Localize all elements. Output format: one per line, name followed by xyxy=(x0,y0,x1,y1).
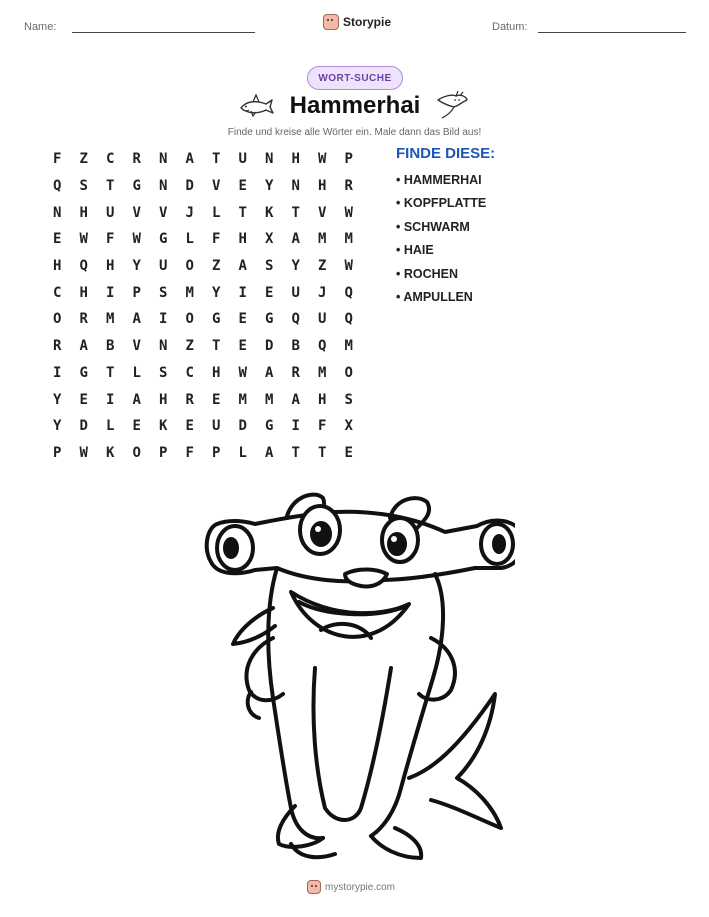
grid-letter[interactable]: I xyxy=(106,391,115,408)
grid-letter[interactable]: D xyxy=(238,418,247,435)
grid-letter[interactable]: U xyxy=(238,151,247,168)
grid-letter[interactable]: Y xyxy=(212,284,221,301)
grid-letter[interactable]: M xyxy=(106,311,115,328)
grid-letter[interactable]: V xyxy=(132,338,141,355)
grid-letter[interactable]: X xyxy=(265,231,274,248)
grid-letter[interactable]: I xyxy=(159,311,168,328)
instructions: Finde und kreise alle Wörter ein. Male dann das Bild aus! xyxy=(227,127,482,138)
grid-letter[interactable]: U xyxy=(318,311,327,328)
grid-letter[interactable]: M xyxy=(185,284,194,301)
grid-letter[interactable]: R xyxy=(185,391,194,408)
grid-letter[interactable]: N xyxy=(159,338,168,355)
grid-letter[interactable]: Z xyxy=(212,258,221,275)
hammerhead-shark-illustration xyxy=(195,488,515,878)
word-item: • ROCHEN xyxy=(396,266,459,281)
grid-letter[interactable]: Z xyxy=(79,151,88,168)
grid-letter[interactable]: H xyxy=(79,284,88,301)
grid-letter[interactable]: H xyxy=(318,391,327,408)
grid-letter[interactable]: Y xyxy=(291,258,300,275)
grid-letter[interactable]: Z xyxy=(185,338,194,355)
grid-letter[interactable]: A xyxy=(265,444,274,461)
letter-grid[interactable] xyxy=(50,146,366,466)
grid-letter[interactable]: A xyxy=(132,391,141,408)
shark-icon xyxy=(238,92,274,120)
grid-letter[interactable]: A xyxy=(79,338,88,355)
grid-letter[interactable]: O xyxy=(185,311,194,328)
grid-letter[interactable]: R xyxy=(291,364,300,381)
grid-letter[interactable]: O xyxy=(53,311,62,328)
grid-letter[interactable]: T xyxy=(106,364,115,381)
word-item: • KOPFPLATTE xyxy=(396,196,487,211)
grid-letter[interactable]: R xyxy=(79,311,88,328)
grid-letter[interactable]: E xyxy=(132,418,141,435)
grid-letter[interactable]: L xyxy=(106,418,115,435)
grid-letter[interactable]: E xyxy=(344,444,353,461)
grid-letter[interactable]: T xyxy=(106,178,115,195)
grid-letter[interactable]: Q xyxy=(344,311,353,328)
grid-letter[interactable]: U xyxy=(212,418,221,435)
grid-letter[interactable]: N xyxy=(159,151,168,168)
footer-url[interactable]: mystorypie.com xyxy=(325,881,396,893)
grid-letter[interactable]: E xyxy=(238,338,247,355)
grid-letter[interactable]: D xyxy=(265,338,274,355)
footer xyxy=(307,880,395,894)
grid-letter[interactable]: S xyxy=(79,178,88,195)
grid-letter[interactable]: U xyxy=(291,284,300,301)
grid-letter[interactable]: G xyxy=(212,311,221,328)
grid-letter[interactable]: T xyxy=(291,204,300,221)
grid-letter[interactable]: X xyxy=(344,418,353,435)
grid-letter[interactable]: E xyxy=(238,311,247,328)
grid-letter[interactable]: V xyxy=(212,178,221,195)
grid-letter[interactable]: B xyxy=(106,338,115,355)
grid-letter[interactable]: G xyxy=(265,311,274,328)
grid-letter[interactable]: M xyxy=(265,391,274,408)
grid-letter[interactable]: Q xyxy=(344,284,353,301)
grid-letter[interactable]: L xyxy=(132,364,141,381)
grid-letter[interactable]: V xyxy=(318,204,327,221)
grid-letter[interactable]: E xyxy=(79,391,88,408)
grid-letter[interactable]: F xyxy=(185,444,194,461)
grid-letter[interactable]: I xyxy=(106,284,115,301)
grid-letter[interactable]: P xyxy=(132,284,141,301)
grid-letter[interactable]: W xyxy=(318,151,327,168)
grid-letter[interactable]: N xyxy=(53,204,62,221)
grid-letter[interactable]: Z xyxy=(318,258,327,275)
grid-letter[interactable]: H xyxy=(159,391,168,408)
grid-letter[interactable]: V xyxy=(159,204,168,221)
grid-letter[interactable]: C xyxy=(53,284,62,301)
grid-letter[interactable]: J xyxy=(318,284,327,301)
grid-letter[interactable]: Y xyxy=(53,418,62,435)
grid-letter[interactable]: P xyxy=(159,444,168,461)
grid-letter[interactable]: T xyxy=(318,444,327,461)
grid-letter[interactable]: E xyxy=(185,418,194,435)
grid-letter[interactable]: A xyxy=(291,231,300,248)
grid-letter[interactable]: G xyxy=(79,364,88,381)
grid-letter[interactable]: S xyxy=(159,364,168,381)
grid-letter[interactable]: F xyxy=(106,231,115,248)
grid-letter[interactable]: R xyxy=(53,338,62,355)
grid-letter[interactable]: H xyxy=(79,204,88,221)
grid-letter[interactable]: T xyxy=(212,338,221,355)
grid-letter[interactable]: P xyxy=(53,444,62,461)
grid-letter[interactable]: H xyxy=(53,258,62,275)
grid-letter[interactable]: O xyxy=(185,258,194,275)
grid-letter[interactable]: W xyxy=(79,231,88,248)
grid-letter[interactable]: W xyxy=(344,204,353,221)
grid-letter[interactable]: F xyxy=(53,151,62,168)
grid-letter[interactable]: E xyxy=(212,391,221,408)
grid-letter[interactable]: Y xyxy=(53,391,62,408)
grid-letter[interactable]: B xyxy=(291,338,300,355)
grid-letter[interactable]: N xyxy=(291,178,300,195)
grid-letter[interactable]: L xyxy=(185,231,194,248)
grid-letter[interactable]: G xyxy=(159,231,168,248)
grid-letter[interactable]: U xyxy=(106,204,115,221)
brand xyxy=(323,14,391,30)
grid-letter[interactable]: M xyxy=(238,391,247,408)
grid-letter[interactable]: Q xyxy=(79,258,88,275)
grid-letter[interactable]: S xyxy=(344,391,353,408)
word-item: • AMPULLEN xyxy=(396,289,473,304)
grid-letter[interactable]: I xyxy=(238,284,247,301)
grid-letter[interactable]: A xyxy=(185,151,194,168)
grid-letter[interactable]: I xyxy=(53,364,62,381)
grid-letter[interactable]: S xyxy=(159,284,168,301)
grid-letter[interactable]: I xyxy=(291,418,300,435)
grid-letter[interactable]: A xyxy=(265,364,274,381)
grid-letter[interactable]: S xyxy=(265,258,274,275)
grid-letter[interactable]: M xyxy=(318,231,327,248)
grid-letter[interactable]: O xyxy=(132,444,141,461)
grid-letter[interactable]: C xyxy=(106,151,115,168)
grid-letter[interactable]: O xyxy=(344,364,353,381)
grid-letter[interactable]: H xyxy=(318,178,327,195)
grid-letter[interactable]: N xyxy=(265,151,274,168)
grid-letter[interactable]: A xyxy=(291,391,300,408)
grid-letter[interactable]: G xyxy=(265,418,274,435)
grid-letter[interactable]: L xyxy=(238,444,247,461)
grid-letter[interactable]: F xyxy=(318,418,327,435)
grid-letter[interactable]: E xyxy=(238,178,247,195)
grid-letter[interactable]: C xyxy=(185,364,194,381)
grid-letter[interactable]: V xyxy=(132,204,141,221)
page-title: Hammerhai xyxy=(289,92,421,119)
grid-letter[interactable]: W xyxy=(238,364,247,381)
storypie-logo-icon xyxy=(323,14,339,30)
grid-letter[interactable]: T xyxy=(238,204,247,221)
grid-letter[interactable]: Y xyxy=(265,178,274,195)
grid-letter[interactable]: Q xyxy=(291,311,300,328)
word-item: • HAIE xyxy=(396,243,434,258)
grid-letter[interactable]: M xyxy=(344,231,353,248)
grid-letter[interactable]: U xyxy=(159,258,168,275)
date-field[interactable] xyxy=(538,32,686,33)
grid-letter[interactable]: P xyxy=(344,151,353,168)
grid-letter[interactable]: A xyxy=(132,311,141,328)
grid-letter[interactable]: F xyxy=(212,231,221,248)
grid-letter[interactable]: M xyxy=(318,364,327,381)
grid-letter[interactable]: Q xyxy=(53,178,62,195)
date-label: Datum: xyxy=(492,21,528,33)
grid-letter[interactable]: G xyxy=(132,178,141,195)
grid-letter[interactable]: D xyxy=(79,418,88,435)
brand-name: Storypie xyxy=(343,15,392,29)
grid-letter[interactable]: K xyxy=(106,444,115,461)
grid-letter[interactable]: D xyxy=(185,178,194,195)
grid-letter[interactable]: A xyxy=(238,258,247,275)
grid-letter[interactable]: H xyxy=(238,231,247,248)
grid-letter[interactable]: Q xyxy=(318,338,327,355)
grid-letter[interactable]: T xyxy=(212,151,221,168)
grid-letter[interactable]: K xyxy=(265,204,274,221)
grid-letter[interactable]: T xyxy=(291,444,300,461)
grid-letter[interactable]: L xyxy=(212,204,221,221)
grid-letter[interactable]: H xyxy=(212,364,221,381)
name-field[interactable] xyxy=(72,32,255,33)
grid-letter[interactable]: H xyxy=(291,151,300,168)
stingray-icon xyxy=(434,88,470,120)
grid-letter[interactable]: J xyxy=(185,204,194,221)
grid-letter[interactable]: W xyxy=(344,258,353,275)
category-badge: WORT-SUCHE xyxy=(307,66,403,90)
word-item: • HAMMERHAI xyxy=(396,173,482,187)
grid-letter[interactable]: E xyxy=(53,231,62,248)
word-item: • SCHWARM xyxy=(396,219,470,234)
grid-letter[interactable]: M xyxy=(344,338,353,355)
grid-letter[interactable]: R xyxy=(344,178,353,195)
word-list-title: FINDE DIESE: xyxy=(396,145,496,162)
word-list xyxy=(396,170,486,310)
grid-letter[interactable]: E xyxy=(265,284,274,301)
name-label: Name: xyxy=(24,21,57,33)
grid-letter[interactable]: K xyxy=(159,418,168,435)
grid-letter[interactable]: H xyxy=(106,258,115,275)
grid-letter[interactable]: W xyxy=(79,444,88,461)
storypie-logo-icon xyxy=(307,880,321,894)
grid-letter[interactable]: R xyxy=(132,151,141,168)
grid-letter[interactable]: Y xyxy=(132,258,141,275)
grid-letter[interactable]: W xyxy=(132,231,141,248)
grid-letter[interactable]: N xyxy=(159,178,168,195)
grid-letter[interactable]: P xyxy=(212,444,221,461)
